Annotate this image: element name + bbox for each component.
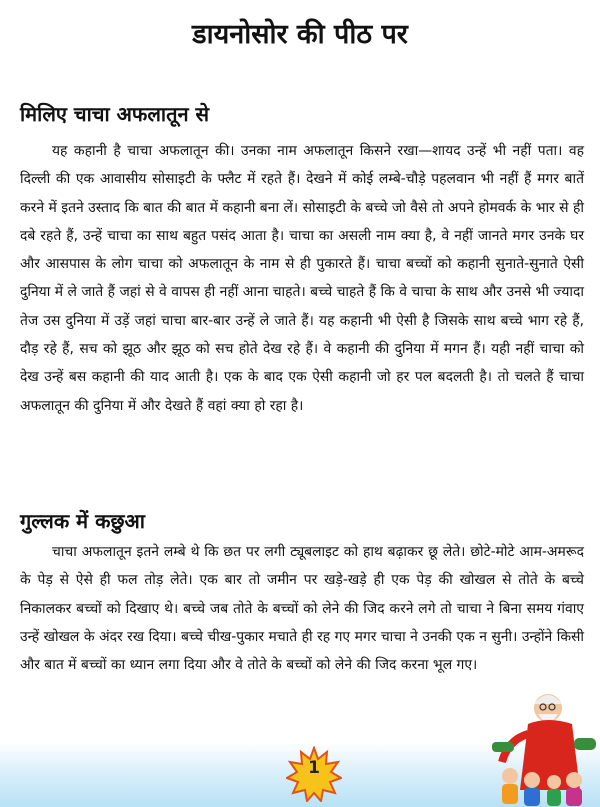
page-title: डायनोसोर की पीठ पर [192, 19, 408, 50]
leaves-right [574, 738, 596, 750]
child-1-body [502, 784, 518, 804]
child-4-body [566, 788, 582, 806]
uncle-with-children-illustration [488, 680, 600, 807]
section-heading-aflatoon: मिलिए चाचा अफलातून से [20, 102, 210, 126]
child-2-body [524, 788, 540, 806]
leaves-left [492, 742, 514, 752]
uncle-hair [534, 695, 562, 704]
child-3-head [547, 775, 561, 789]
section-heading-gullak: गुल्लक में कछुआ [20, 509, 145, 533]
page-number: 1 [308, 758, 320, 778]
child-3-body [547, 789, 561, 806]
child-1-head [502, 768, 518, 784]
child-4-head [566, 772, 582, 788]
paragraph-gullak: चाचा अफलातून इतने लम्बे थे कि छत पर लगी ट्यूबलाइट को हाथ बढ़ाकर छू लेते। छोटे-मोटे आम-अमरूद के पेड़ से ऐसे ही फल तोड़ लेते। एक बार तो जमीन पर खड़े-खड़े ही एक पेड़ की खोखल से तोते के बच्चे निकालकर बच्चों को दिखाए थे। बच्चे जब तोते के बच्चों को लेने की जिद करने लगे तो चाचा ने बिना समय गंवाए उन्हें खोखल के अंदर रख दिया। बच्चे चीख-पुकार मचाते ही रह गए मगर चाचा ने उनकी एक न सुनी। उन्होंने किसी और बात में बच्चों का ध्यान लगा दिया और वे तोते के बच्चों को लेने की जिद करना भूल गए। [20, 544, 584, 674]
paragraph-intro: यह कहानी है चाचा अफलातून की। उनका नाम अफलातून किसने रखा—शायद उन्हें भी नहीं पता। वह दिल्ली की एक आवासीय सोसाइटी के फ्लैट में रहते हैं। देखने में कोई लम्बे-चौड़े पहलवान भी नहीं हैं मगर बातें करने में इतने उस्ताद कि बात की बात में कहानी बना लें। सोसाइटी के बच्चे जो वैसे तो अपने होमवर्क के भार से ही दबे रहते हैं, उन्हें चाचा का साथ बहुत पसंद आता है। चाचा का असली नाम क्या है, वे नहीं जानते मगर उनके घर और आसपास के लोग चाचा को अफलातून के नाम से ही पुकारते हैं। चाचा बच्चों को कहानी सुनाते-सुनाते ऐसी दुनिया में ले जाते हैं जहां से वे वापस ही नहीं आना चाहते। बच्चे चाहते हैं कि वे चाचा के साथ और उनसे भी ज्यादा तेज उस दुनिया में उड़ें जहां चाचा बार-बार उन्हें ले जाते हैं। यह कहानी भी ऐसी है जिसके साथ बच्चे भाग रहे हैं, दौड़ रहे हैं, सच को झूठ और झूठ को सच होते देख रहे हैं। वे कहानी की दुनिया में मगन हैं। यही नहीं चाचा को देख उन्हें बस कहानी की याद आती है। एक के बाद एक ऐसी कहानी जो हर पल बदलती है। तो चलते हैं चाचा अफलातून की दुनिया में और देखते हैं वहां क्या हो रहा है। [20, 143, 584, 414]
child-2-head [524, 772, 540, 788]
